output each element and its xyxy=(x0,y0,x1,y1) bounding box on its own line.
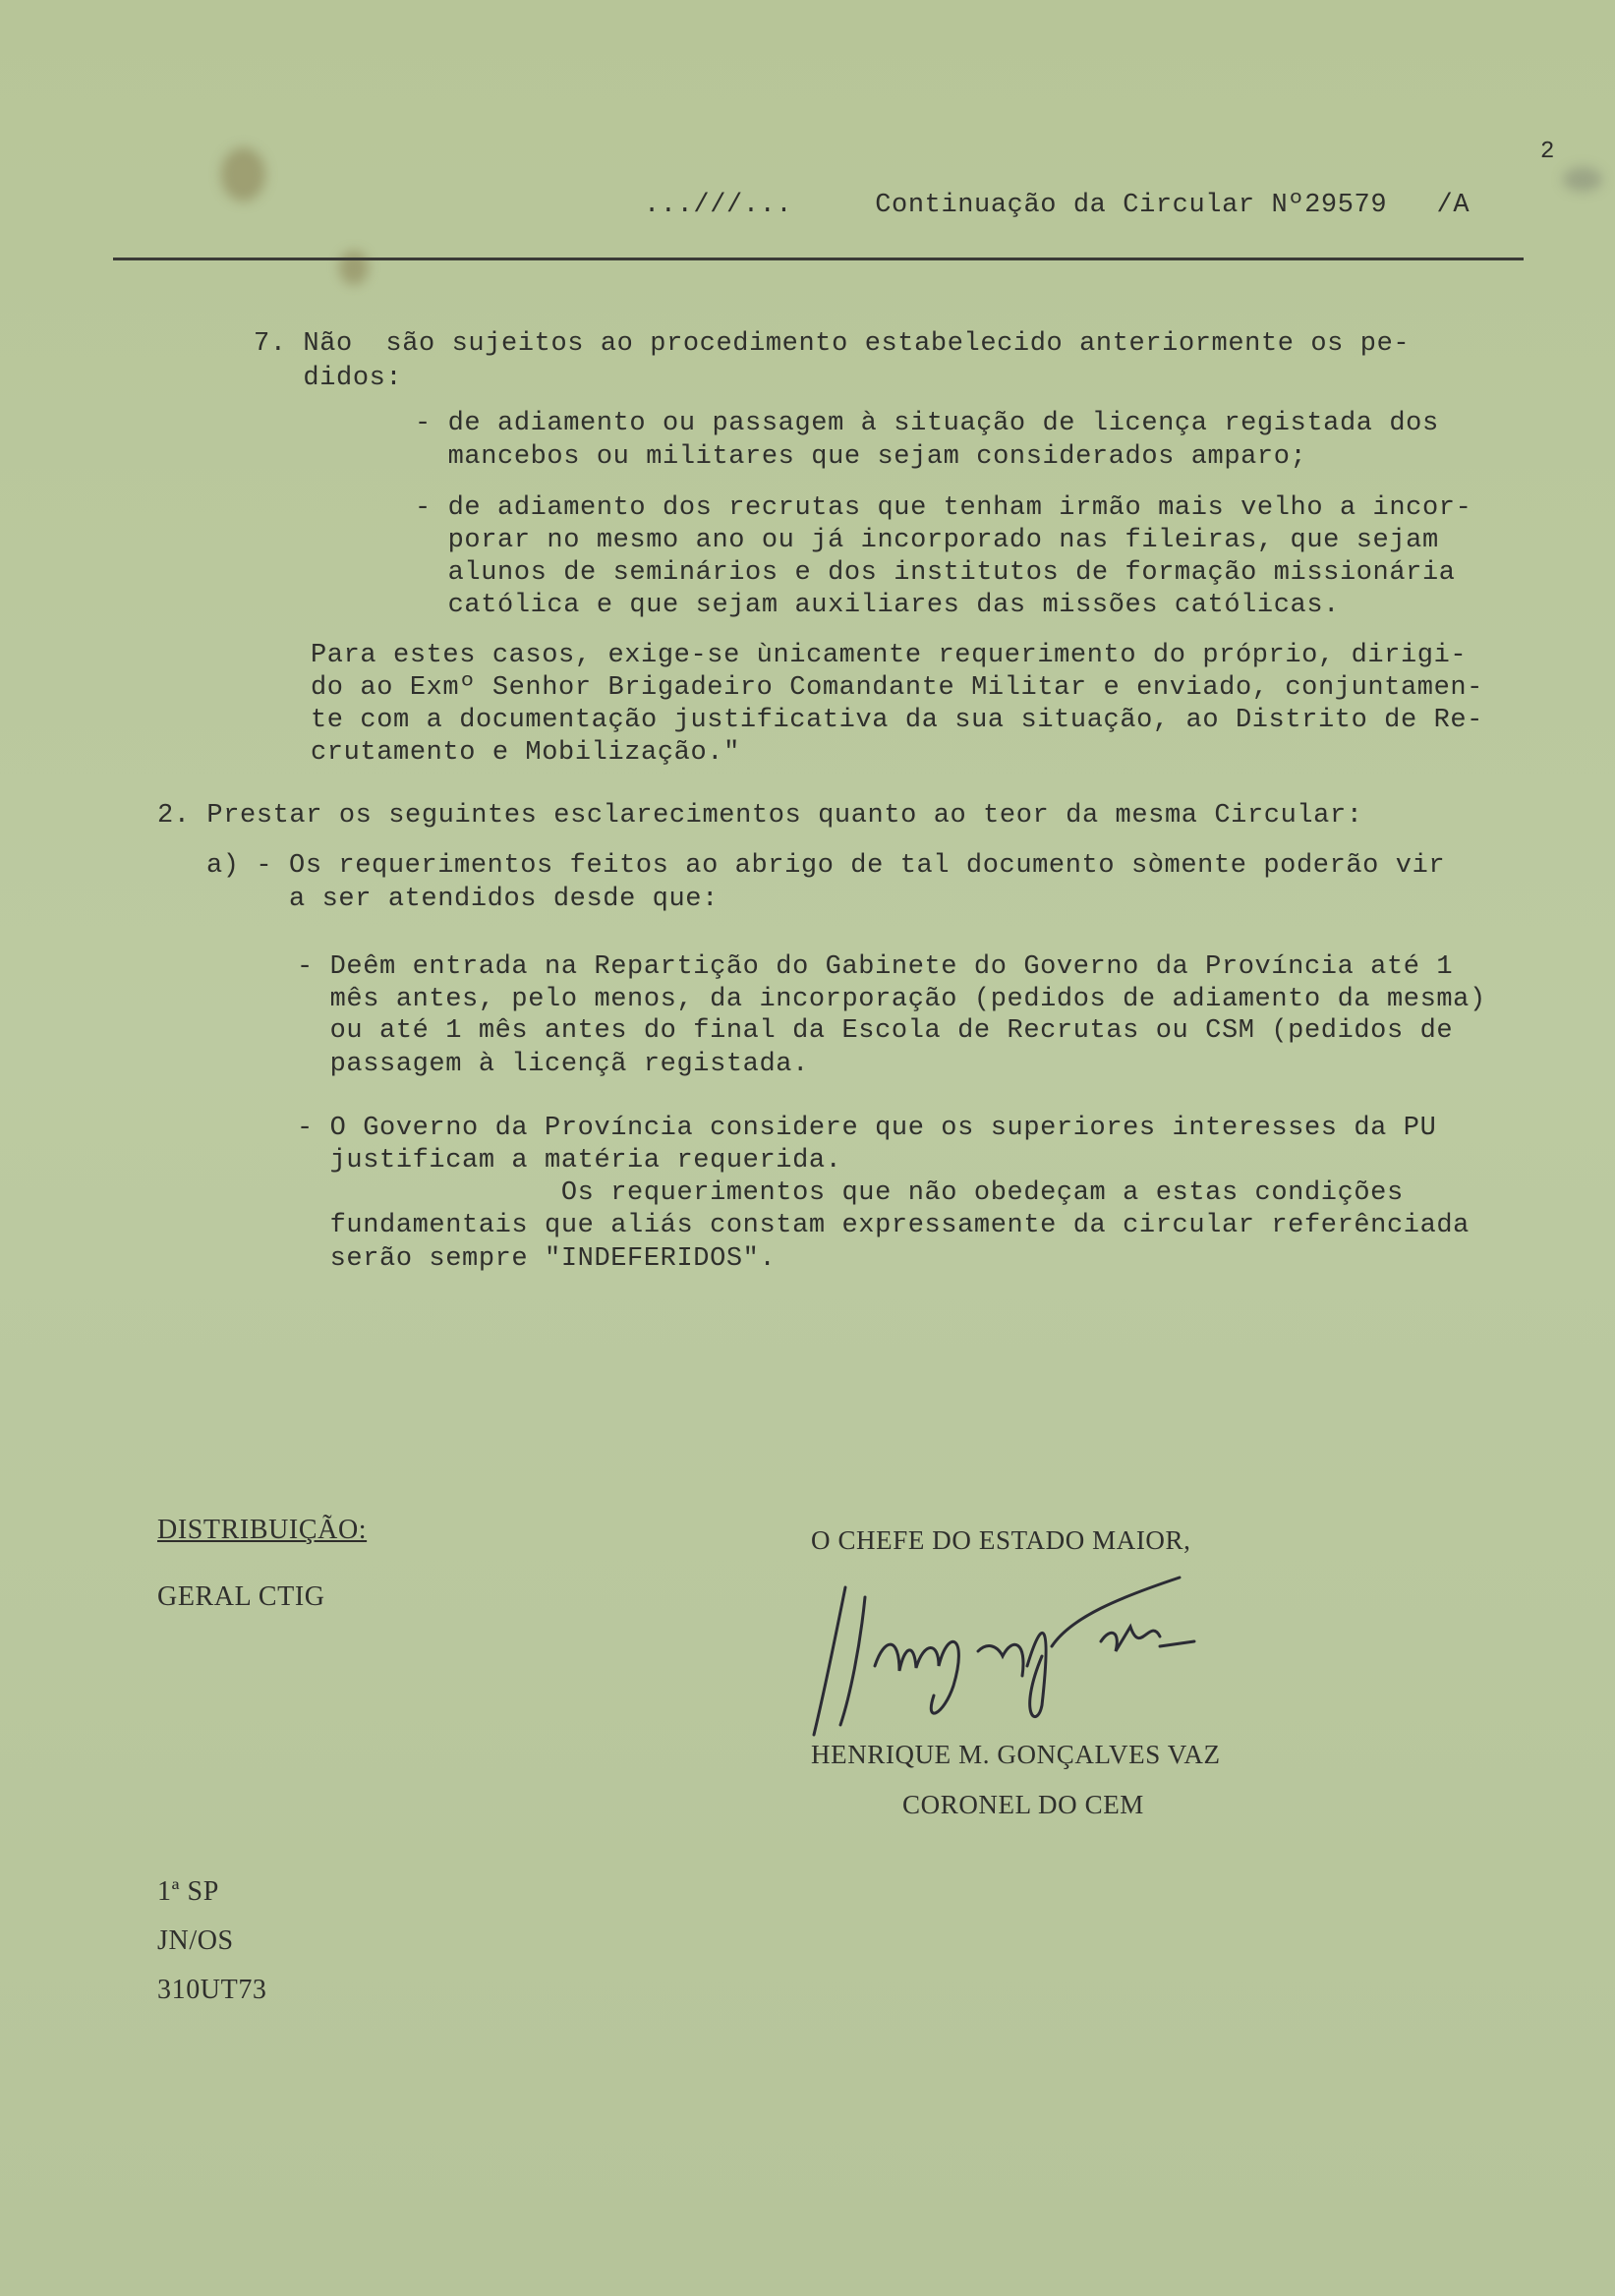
s2-b1-l1: - Deêm entrada na Repartição do Gabinete do Governo da Província até 1 xyxy=(297,952,1454,982)
signatory-title: O CHEFE DO ESTADO MAIOR, xyxy=(811,1525,1191,1555)
distribution-label: DISTRIBUIÇÃO: xyxy=(157,1515,368,1545)
reference-date: 310UT73 xyxy=(157,1975,267,2005)
s7-bullet2-l4: católica e que sejam auxiliares das missões católicas. xyxy=(415,591,1340,620)
header-rule xyxy=(113,258,1524,260)
signatory-rank: CORONEL DO CEM xyxy=(902,1790,1144,1819)
s2-b2-l3: Os requerimentos que não obedeçam a estas condições xyxy=(297,1178,1404,1208)
stain xyxy=(1563,167,1602,192)
reference-section: 1ª SP xyxy=(157,1876,219,1907)
s2-b1-l2: mês antes, pelo menos, da incorporação (pedidos de adiamento da mesma) xyxy=(297,985,1486,1014)
s7-bullet2-l1: - de adiamento dos recrutas que tenham irmão mais velho a incor- xyxy=(415,493,1472,523)
s2-b1-l4: passagem à licençã registada. xyxy=(297,1050,809,1079)
s7-bullet1-l2: mancebos ou militares que sejam considerados amparo; xyxy=(415,442,1307,472)
page-number: 2 xyxy=(1540,139,1556,165)
reference-initials: JN/OS xyxy=(157,1925,234,1956)
s2-a-l2: a ser atendidos desde que: xyxy=(206,885,719,914)
handwritten-signature xyxy=(806,1558,1337,1764)
s7-bullet1-l1: - de adiamento ou passagem à situação de licença registada dos xyxy=(415,409,1439,438)
s7-line2: didos: xyxy=(254,364,403,393)
s7-para-l2: do ao Exmº Senhor Brigadeiro Comandante Militar e enviado, conjuntamen- xyxy=(311,673,1483,703)
s7-bullet2-l2: porar no mesmo ano ou já incorporado nas fileiras, que sejam xyxy=(415,526,1439,555)
stain xyxy=(221,147,265,201)
stain xyxy=(339,251,369,285)
distribution-value: GERAL CTIG xyxy=(157,1581,325,1612)
s2-b2-l1: - O Governo da Província considere que os superiores interesses da PU xyxy=(297,1114,1437,1143)
s2-b2-l2: justificam a matéria requerida. xyxy=(297,1146,842,1176)
s7-para-l1: Para estes casos, exige-se ùnicamente requerimento do próprio, dirigi- xyxy=(311,641,1468,670)
circular-continuation: ...///... Continuação da Circular Nº29579 /A xyxy=(644,191,1471,220)
signatory-name: HENRIQUE M. GONÇALVES VAZ xyxy=(811,1740,1221,1769)
s2-b1-l3: ou até 1 mês antes do final da Escola de Recrutas ou CSM (pedidos de xyxy=(297,1016,1454,1046)
s2-line1: 2. Prestar os seguintes esclarecimentos quanto ao teor da mesma Circular: xyxy=(157,801,1363,831)
s2-a-l1: a) - Os requerimentos feitos ao abrigo de tal documento sòmente poderão vir xyxy=(206,851,1446,881)
s7-para-l4: crutamento e Mobilização." xyxy=(311,738,740,768)
s7-line1: 7. Não são sujeitos ao procedimento estabelecido anteriormente os pe- xyxy=(254,329,1411,359)
s7-bullet2-l3: alunos de seminários e dos institutos de formação missionária xyxy=(415,558,1456,588)
s2-b2-l4: fundamentais que aliás constam expressamente da circular referênciada xyxy=(297,1211,1470,1240)
s2-b2-l5: serão sempre "INDEFERIDOS". xyxy=(297,1244,777,1274)
s7-para-l3: te com a documentação justificativa da sua situação, ao Distrito de Re- xyxy=(311,706,1483,735)
